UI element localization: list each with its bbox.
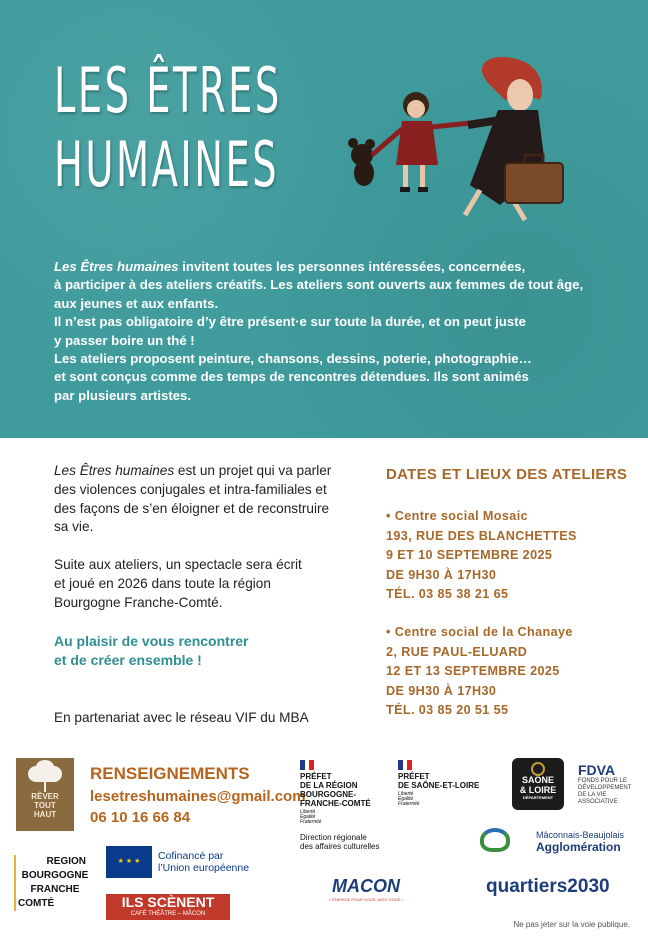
venue-phone: TÉL. 03 85 38 21 65 bbox=[386, 587, 509, 602]
logo-text: COMTÉ bbox=[18, 898, 55, 909]
prefet-dept-logo bbox=[398, 760, 479, 807]
logo-text: SAÔNE bbox=[521, 775, 554, 785]
fdva-logo bbox=[578, 762, 631, 806]
venue-hours: DE 9H30 À 17H30 bbox=[386, 567, 497, 582]
logo-text: FRANCHE bbox=[30, 884, 80, 895]
intro-line: y passer boire un thé ! bbox=[54, 332, 195, 348]
venue-dates: 12 ET 13 SEPTEMBRE 2025 bbox=[386, 664, 560, 679]
intro-line: aux jeunes et aux enfants. bbox=[54, 295, 219, 311]
motto-text: Égalité bbox=[300, 814, 316, 820]
motto-text: Égalité bbox=[398, 796, 414, 802]
saone-loire-logo bbox=[512, 758, 564, 810]
motto-text: Fraternité bbox=[398, 801, 420, 807]
logo-text: Agglomération bbox=[536, 840, 621, 854]
intro-line: par plusieurs artistes. bbox=[54, 387, 192, 403]
motto-text: Liberté bbox=[398, 791, 414, 797]
desc-text: sa vie. bbox=[54, 519, 94, 535]
logo-text: DÉPARTEMENT bbox=[522, 795, 554, 800]
dates-heading: DATES ET LIEUX DES ATELIERS bbox=[386, 466, 628, 483]
drac-text bbox=[300, 833, 379, 851]
venue-address: 193, RUE DES BLANCHETTES bbox=[386, 528, 577, 543]
ils-scenent-logo bbox=[106, 894, 230, 920]
agglo-swoosh-icon bbox=[480, 828, 510, 852]
venue-block bbox=[386, 507, 636, 605]
logo-text: DÉVELOPPEMENT bbox=[578, 785, 632, 791]
motto-text: Fraternité bbox=[300, 819, 322, 825]
logo-text: BOURGOGNE bbox=[21, 870, 89, 881]
desc-text: Bourgogne Franche-Comté. bbox=[54, 594, 223, 610]
logo-text: DE LA VIE bbox=[578, 792, 607, 798]
logo-text: Direction régionale bbox=[300, 833, 367, 842]
contact-phone[interactable]: 06 10 16 66 84 bbox=[90, 809, 191, 826]
logo-text: MACON bbox=[332, 876, 400, 896]
logo-text: ASSOCIATIVE bbox=[578, 799, 618, 805]
desc-text: des façons de s’en éloigner et de reconstruire bbox=[54, 500, 330, 516]
disposal-note: Ne pas jeter sur la voie publique. bbox=[513, 920, 630, 929]
title-line-2: HUMAINES bbox=[54, 128, 280, 201]
logo-text: FDVA bbox=[578, 762, 616, 778]
intro-lead-rest: invitent toutes les personnes intéressées, concernées, bbox=[178, 259, 526, 274]
prefet-region-logo bbox=[300, 760, 371, 825]
logo-text: PRÉFET bbox=[398, 772, 430, 781]
macon-logo bbox=[312, 876, 420, 902]
project-name-italic: Les Êtres humaines bbox=[54, 463, 175, 478]
illustration-woman-child bbox=[340, 55, 600, 225]
logo-text: Mâconnais-Beaujolais bbox=[536, 830, 625, 840]
partnership-note: En partenariat avec le réseau VIF du MBA bbox=[54, 710, 309, 725]
intro-line: et sont conçus comme des temps de rencontres détendues. Ils sont animés bbox=[54, 369, 529, 385]
venue-name: • Centre social Mosaic bbox=[386, 509, 528, 523]
desc-text: Suite aux ateliers, un spectacle sera écrit bbox=[54, 557, 302, 573]
venue-name: • Centre social de la Chanaye bbox=[386, 624, 573, 639]
intro-line: Les ateliers proposent peinture, chansons, dessins, poterie, photographie… bbox=[54, 351, 532, 367]
logo-text: BOURGOGNE- bbox=[300, 790, 356, 799]
intro-line: à participer à des ateliers créatifs. Les ateliers sont ouverts aux femmes de tout âge, bbox=[54, 277, 584, 293]
contact-email-link[interactable]: lesetreshumaines@gmail.com bbox=[90, 788, 306, 805]
quartiers-2030-logo: quartiers2030 bbox=[486, 876, 610, 897]
venue-block bbox=[386, 623, 636, 721]
logo-text: HAUT bbox=[33, 810, 57, 819]
logo-text: REGION bbox=[46, 856, 86, 867]
desc-text: et joué en 2026 dans toute la région bbox=[54, 575, 271, 591]
venue-phone: TÉL. 03 85 20 51 55 bbox=[386, 703, 509, 718]
region-bfc-logo bbox=[14, 855, 94, 911]
desc-text: est un projet qui va parler bbox=[174, 463, 332, 478]
motto-text: Liberté bbox=[300, 809, 316, 815]
logo-text: PRÉFET bbox=[300, 772, 332, 781]
logo-text: Cofinancé par bbox=[158, 850, 224, 862]
intro-line: Il n’est pas obligatoire d’y être présent·e sur toute la durée, et on peut juste bbox=[54, 314, 526, 330]
logo-text: RÊVER bbox=[31, 792, 59, 801]
hero-banner bbox=[0, 0, 648, 438]
closing-line: Au plaisir de vous rencontrer bbox=[54, 632, 249, 649]
logo-text: TOUT bbox=[34, 801, 56, 810]
logo-text: FRANCHE-COMTÉ bbox=[300, 799, 371, 808]
venue-hours: DE 9H30 À 17H30 bbox=[386, 683, 497, 698]
logo-text: & LOIRE bbox=[519, 785, 557, 795]
venue-address: 2, RUE PAUL-ELUARD bbox=[386, 644, 528, 659]
rever-tout-haut-logo bbox=[16, 758, 74, 831]
intro-text bbox=[54, 258, 614, 405]
logo-text: DE LA RÉGION bbox=[300, 781, 358, 790]
french-flag-icon bbox=[300, 760, 314, 770]
workshop-dates bbox=[386, 462, 636, 721]
logo-text: FONDS POUR LE bbox=[578, 778, 628, 784]
title-line-1: LES ÊTRES bbox=[54, 54, 282, 127]
logo-text: DE SAÔNE-ET-LOIRE bbox=[398, 781, 480, 790]
eu-flag-icon: ★ ★ ★ bbox=[106, 846, 152, 878]
info-heading: RENSEIGNEMENTS bbox=[90, 764, 250, 783]
intro-lead-italic: Les Êtres humaines bbox=[54, 259, 179, 274]
french-flag-icon bbox=[398, 760, 412, 770]
logo-text: des affaires culturelles bbox=[300, 842, 380, 851]
logo-text: CAFÉ THÉÂTRE – MÂCON bbox=[130, 911, 206, 917]
venue-dates: 9 ET 10 SEPTEMBRE 2025 bbox=[386, 548, 553, 563]
logo-text: l’Union européenne bbox=[158, 862, 250, 874]
logo-text: L’ÉNERGIE POUR VOUS, AVEC VOUS ! bbox=[329, 897, 403, 902]
closing-line: et de créer ensemble ! bbox=[54, 651, 202, 668]
project-description bbox=[54, 462, 344, 689]
logo-text: ILS SCÈNENT bbox=[121, 894, 215, 910]
desc-text: des violences conjugales et intra-familiales et bbox=[54, 481, 327, 497]
